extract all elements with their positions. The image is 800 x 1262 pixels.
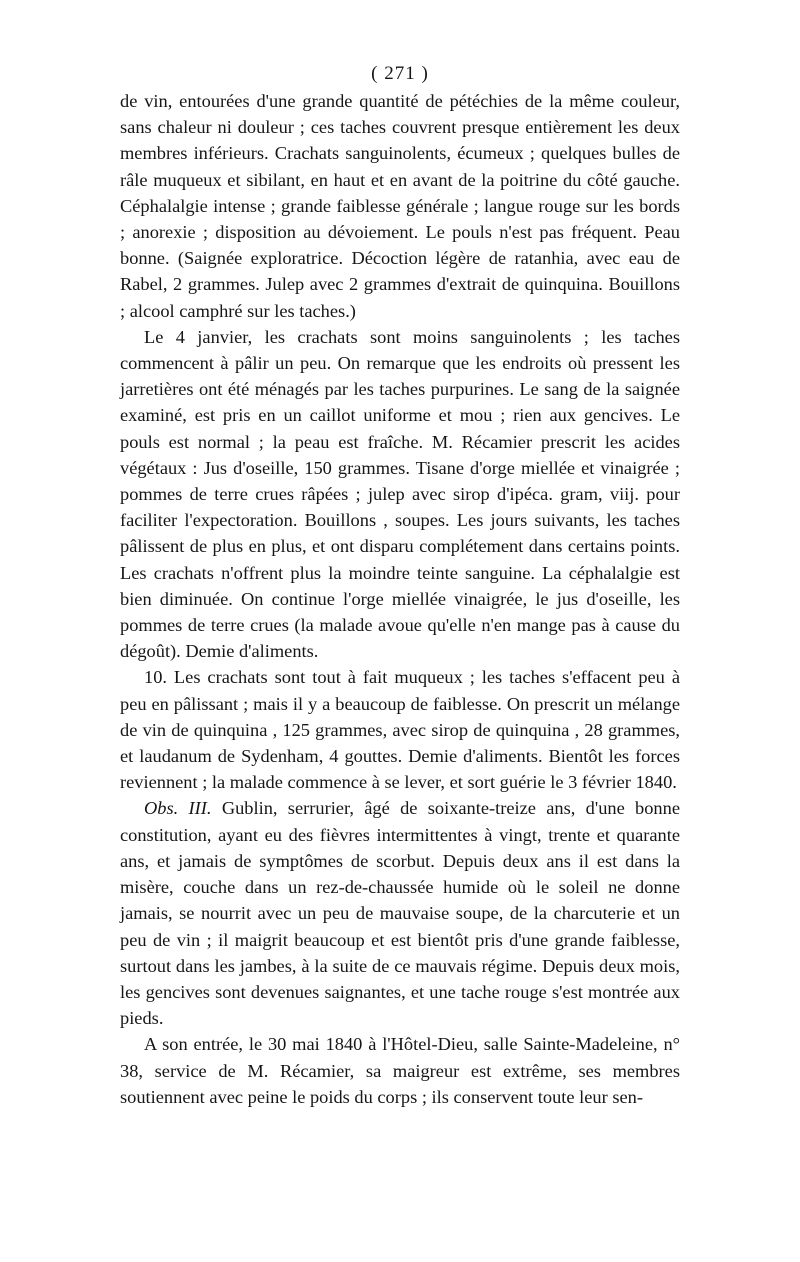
book-page bbox=[120, 62, 680, 1110]
paragraph-3: 10. Les crachats sont tout à fait muqueux ; les taches s'effacent peu à peu en pâlissant ; mais il y a beaucoup de faiblesse. On prescrit un mélange de vin de quinquina , 125 grammes, avec sirop de quinquina , 28 grammes, et laudanum de Sydenham, 4 gouttes. Demie d'aliments. Bientôt les forces reviennent ; la malade commence à se lever, et sort guérie le 3 février 1840. bbox=[120, 667, 680, 793]
paragraph-4-text: Gublin, serrurier, âgé de soixante-treize ans, d'une bonne constitution, ayant eu des fièvres intermittentes à vingt, trente et quarante ans, et jamais de symptômes de scorbut. Depuis deux ans il est dans la misère, couche dans un rez-de-chaussée humide où le soleil ne donne jamais, se nourrit avec un peu de mauvaise soupe, de la charcuterie et un peu de vin ; il maigrit beaucoup et est bientôt pris d'une grande faiblesse, surtout dans les jambes, à la suite de ce mauvais régime. Depuis deux mois, les gencives sont devenues saignantes, et une tache rouge s'est montrée aux pieds. bbox=[120, 798, 680, 1029]
observation-label: Obs. III. bbox=[144, 798, 212, 819]
paragraph-1: de vin, entourées d'une grande quantité de pétéchies de la même couleur, sans chaleur ni douleur ; ces taches couvrent presque entièrement les deux membres inférieurs. Crachats sanguinolents, écumeux ; quelques bulles de râle muqueux et sibilant, en haut et en avant de la poitrine du côté gauche. Céphalalgie intense ; grande faiblesse générale ; langue rouge sur les bords ; anorexie ; disposition au dévoiement. Le pouls n'est pas fréquent. Peau bonne. (Saignée exploratrice. Décoction légère de ratanhia, avec eau de Rabel, 2 grammes. Julep avec 2 grammes d'extrait de quinquina. Bouillons ; alcool camphré sur les taches.) bbox=[120, 91, 680, 321]
paragraph-5: A son entrée, le 30 mai 1840 à l'Hôtel-Dieu, salle Sainte-Madeleine, n° 38, service de M. Récamier, sa maigreur est extrême, ses membres soutiennent avec peine le poids du corps ; ils conservent toute leur sen- bbox=[120, 1034, 680, 1107]
page-number: ( 271 ) bbox=[371, 63, 429, 84]
paragraph-2: Le 4 janvier, les crachats sont moins sanguinolents ; les taches commencent à pâlir un peu. On remarque que les endroits où pressent les jarretières ont été ménagés par les taches purpurines. Le sang de la saignée examiné, est pris en un caillot uniforme et mou ; rien aux gencives. Le pouls est normal ; la peau est fraîche. M. Récamier prescrit les acides végétaux : Jus d'oseille, 150 grammes. Tisane d'orge miellée et vinaigrée ; pommes de terre crues râpées ; julep avec sirop d'ipéca. gram, viij. pour faciliter l'expectoration. Bouillons , soupes. Les jours suivants, les taches pâlissent de plus en plus, et ont disparu complétement dans certains points. Les crachats n'offrent plus la moindre teinte sanguine. La céphalalgie est bien diminuée. On continue l'orge miellée vinaigrée, le jus d'oseille, les pommes de terre crues (la malade avoue qu'elle n'en mange pas à cause du dégoût). Demie d'aliments. bbox=[120, 326, 680, 662]
paragraph-4 bbox=[120, 795, 680, 1031]
